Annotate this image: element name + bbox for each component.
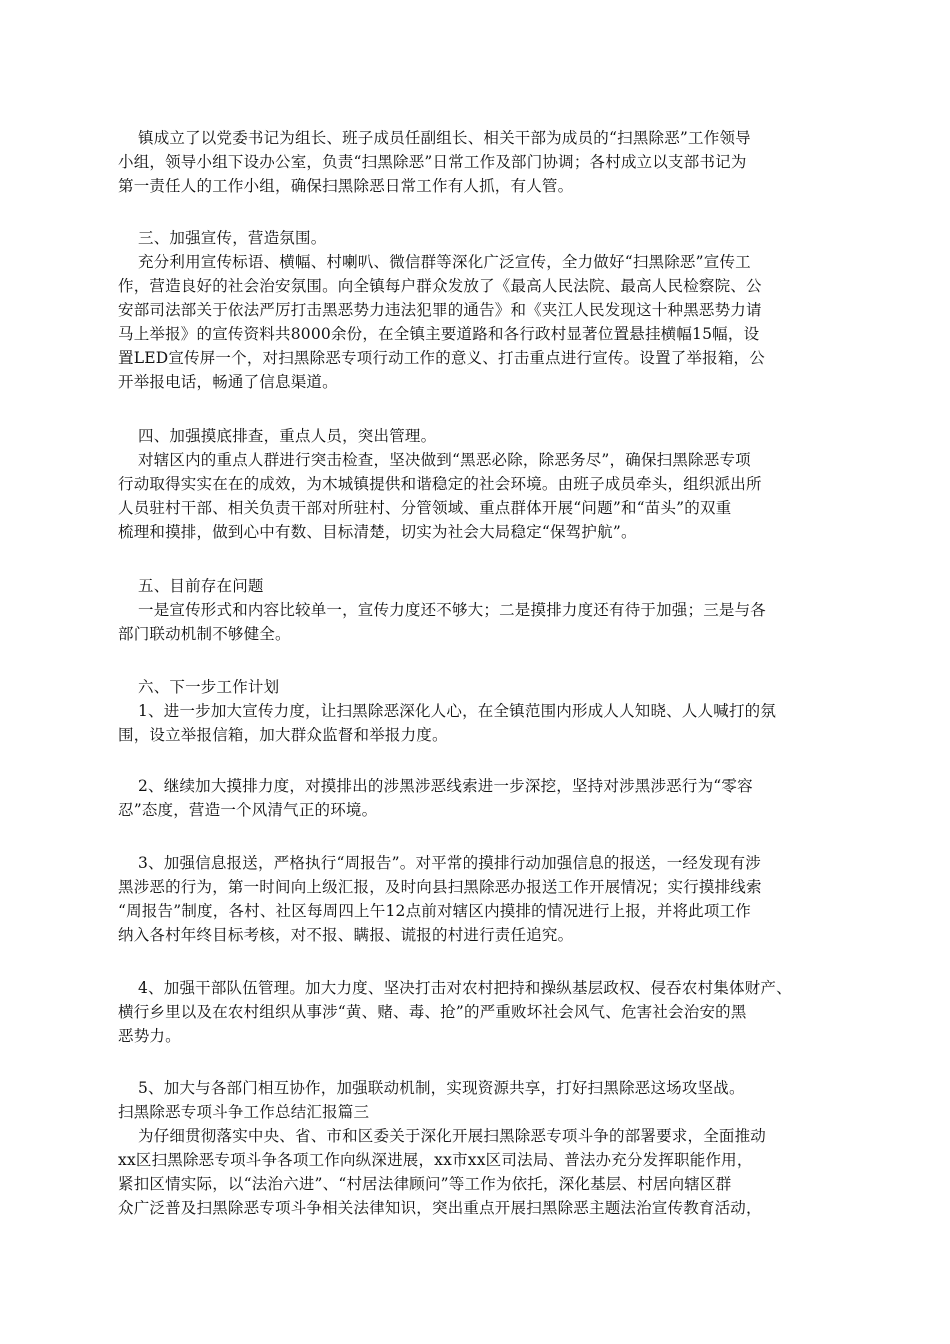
section-title: 扫黑除恶专项斗争工作总结汇报篇三 xyxy=(118,1103,370,1121)
section-heading: 六、下一步工作计划 xyxy=(138,678,280,696)
text-line: 小组，领导小组下设办公室，负责“扫黑除恶”日常工作及部门协调；各村成立以支部书记为 xyxy=(118,153,747,171)
text-line: 镇成立了以党委书记为组长、班子成员任副组长、相关干部为成员的“扫黑除恶”工作领导 xyxy=(138,129,751,147)
text-line: 2、继续加大摸排力度，对摸排出的涉黑涉恶线索进一步深挖，坚持对涉黑涉恶行为“零容 xyxy=(138,777,753,795)
text-line: 部门联动机制不够健全。 xyxy=(118,625,291,643)
text-line: 恶势力。 xyxy=(118,1027,181,1045)
text-line: 1、进一步加大宣传力度，让扫黑除恶深化人心，在全镇范围内形成人人知晓、人人喊打的氛 xyxy=(138,702,777,720)
text-line: 众广泛普及扫黑除恶专项斗争相关法律知识，突出重点开展扫黑除恶主题法治宣传教育活动， xyxy=(118,1199,762,1217)
text-line: 对辖区内的重点人群进行突击检查，坚决做到“黑恶必除，除恶务尽”，确保扫黑除恶专项 xyxy=(138,451,751,469)
text-line: 马上举报》的宣传资料共8000余份，在全镇主要道路和各行政村显著位置悬挂横幅15幅，设 xyxy=(118,325,760,343)
text-line: xx区扫黑除恶专项斗争各项工作向纵深进展，xx市xx区司法局、普法办充分发挥职能作用， xyxy=(118,1151,753,1169)
text-line: 为仔细贯彻落实中央、省、市和区委关于深化开展扫黑除恶专项斗争的部署要求，全面推动 xyxy=(138,1127,767,1145)
text-line: 作，营造良好的社会治安氛围。向全镇每户群众发放了《最高人民法院、最高人民检察院、公 xyxy=(118,277,762,295)
section-heading: 四、加强摸底排查，重点人员，突出管理。 xyxy=(138,427,437,445)
text-line: 安部司法部关于依法严厉打击黑恶势力违法犯罪的通告》和《夹江人民发现这十种黑恶势力请 xyxy=(118,301,762,319)
text-line: 忍”态度，营造一个风清气正的环境。 xyxy=(118,801,378,819)
text-line: 一是宣传形式和内容比较单一，宣传力度还不够大；二是摸排力度还有待于加强；三是与各 xyxy=(138,601,767,619)
text-line: 围，设立举报信箱，加大群众监督和举报力度。 xyxy=(118,726,448,744)
section-heading: 五、目前存在问题 xyxy=(138,577,264,595)
text-line: 人员驻村干部、相关负责干部对所驻村、分管领域、重点群体开展“问题”和“苗头”的双重 xyxy=(118,499,732,517)
text-line: 4、加强干部队伍管理。加大力度、坚决打击对农村把持和操纵基层政权、侵吞农村集体财产、 xyxy=(138,979,792,997)
text-line: 开举报电话，畅通了信息渠道。 xyxy=(118,373,338,391)
text-line: 横行乡里以及在农村组织从事涉“黄、赌、毒、抢”的严重败坏社会风气、危害社会治安的黑 xyxy=(118,1003,747,1021)
text-line: 纳入各村年终目标考核，对不报、瞒报、谎报的村进行责任追究。 xyxy=(118,926,574,944)
section-heading: 三、加强宣传，营造氛围。 xyxy=(138,229,327,247)
text-line: 充分利用宣传标语、横幅、村喇叭、微信群等深化广泛宣传，全力做好“扫黑除恶”宣传工 xyxy=(138,253,751,271)
text-line: 紧扣区情实际，以“法治六进”、“村居法律顾问”等工作为依托，深化基层、村居向辖区群 xyxy=(118,1175,732,1193)
text-line: 梳理和摸排，做到心中有数、目标清楚，切实为社会大局稳定“保驾护航”。 xyxy=(118,523,637,541)
text-line: 5、加大与各部门相互协作，加强联动机制，实现资源共享，打好扫黑除恶这场攻坚战。 xyxy=(138,1079,745,1097)
text-line: 第一责任人的工作小组，确保扫黑除恶日常工作有人抓，有人管。 xyxy=(118,177,574,195)
text-line: 行动取得实实在在的成效，为木城镇提供和谐稳定的社会环境。由班子成员牵头，组织派出所 xyxy=(118,475,762,493)
text-line: “周报告”制度，各村、社区每周四上午12点前对辖区内摸排的情况进行上报，并将此项工作 xyxy=(118,902,751,920)
text-line: 置LED宣传屏一个，对扫黑除恶专项行动工作的意义、打击重点进行宣传。设置了举报箱，公 xyxy=(118,349,765,367)
text-line: 黑涉恶的行为，第一时间向上级汇报，及时向县扫黑除恶办报送工作开展情况；实行摸排线索 xyxy=(118,878,762,896)
text-line: 3、加强信息报送，严格执行“周报告”。对平常的摸排行动加强信息的报送，一经发现有涉 xyxy=(138,854,761,872)
